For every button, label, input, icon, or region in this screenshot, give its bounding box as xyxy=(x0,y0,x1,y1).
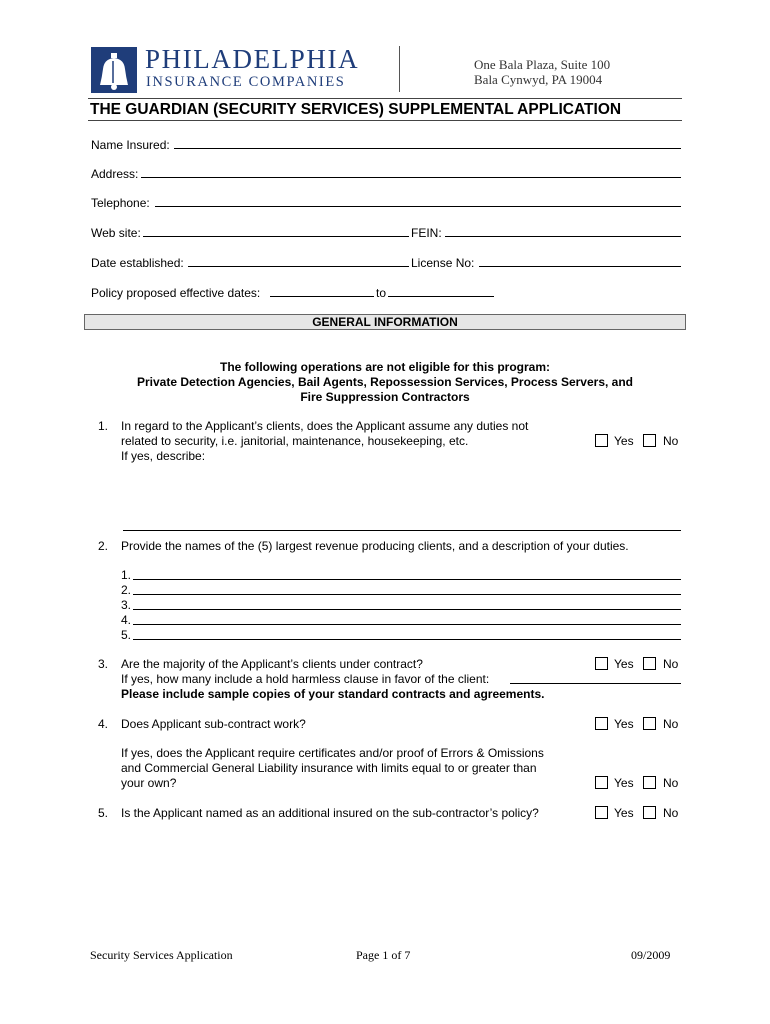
q3-no-checkbox[interactable] xyxy=(643,657,656,670)
q1-line-1: In regard to the Applicant’s clients, does the Applicant assume any duties not xyxy=(121,419,529,433)
q2-text: Provide the names of the (5) largest revenue producing clients, and a description of your duties. xyxy=(121,539,629,553)
notice-line-3: Fire Suppression Contractors xyxy=(300,390,470,404)
q3-line-3: Please include sample copies of your standard contracts and agreements. xyxy=(121,687,545,701)
q2-item-1-number: 1. xyxy=(121,568,132,582)
title-top-rule xyxy=(88,98,682,99)
liberty-bell-icon xyxy=(91,47,137,93)
q2-client-5-field[interactable] xyxy=(133,639,681,640)
section-general-information: GENERAL INFORMATION xyxy=(84,314,686,330)
policy-start-field[interactable] xyxy=(270,296,374,297)
telephone-field[interactable] xyxy=(155,206,681,207)
header-divider xyxy=(399,46,400,92)
logo-name: PHILADELPHIA xyxy=(145,44,360,74)
q4-sub-line-2: and Commercial General Liability insurance with limits equal to or greater than xyxy=(121,761,537,775)
q5-text: Is the Applicant named as an additional insured on the sub-contractor’s policy? xyxy=(121,806,539,820)
title-bottom-rule xyxy=(88,120,682,121)
footer-document-name: Security Services Application xyxy=(90,948,233,962)
q4-line-1: Does Applicant sub-contract work? xyxy=(121,717,306,731)
date-established-label: Date established: xyxy=(91,256,184,270)
notice-line-2: Private Detection Agencies, Bail Agents, Repossession Services, Process Servers, and xyxy=(137,375,633,389)
q4-sub-yes-label: Yes xyxy=(614,776,634,790)
address-line-1: One Bala Plaza, Suite 100 xyxy=(474,57,611,72)
q5-number: 5. xyxy=(98,806,109,820)
q3-number: 3. xyxy=(98,657,109,671)
q4-sub-yes-checkbox[interactable] xyxy=(595,776,608,789)
q2-client-3-field[interactable] xyxy=(133,609,681,610)
q4-sub-line-1: If yes, does the Applicant require certificates and/or proof of Errors & Omissions xyxy=(121,746,544,760)
name-insured-field[interactable] xyxy=(174,148,681,149)
q3-line-1: Are the majority of the Applicant’s clients under contract? xyxy=(121,657,423,671)
date-established-field[interactable] xyxy=(188,266,409,267)
policy-to-label: to xyxy=(376,286,387,300)
q2-item-3-number: 3. xyxy=(121,598,132,612)
q5-no-checkbox[interactable] xyxy=(643,806,656,819)
address-field[interactable] xyxy=(141,177,681,178)
q2-number: 2. xyxy=(98,539,109,553)
q1-no-checkbox[interactable] xyxy=(643,434,656,447)
q3-yes-label: Yes xyxy=(614,657,634,671)
q3-no-label: No xyxy=(663,657,679,671)
q3-hold-harmless-field[interactable] xyxy=(510,683,681,684)
q2-item-4-number: 4. xyxy=(121,613,132,627)
license-no-field[interactable] xyxy=(479,266,681,267)
q1-describe-field[interactable] xyxy=(123,530,681,531)
q1-yes-checkbox[interactable] xyxy=(595,434,608,447)
policy-dates-label: Policy proposed effective dates: xyxy=(91,286,261,300)
fein-field[interactable] xyxy=(445,236,681,237)
notice-line-1: The following operations are not eligible for this program: xyxy=(219,360,551,374)
q4-sub-no-label: No xyxy=(663,776,679,790)
q4-yes-checkbox[interactable] xyxy=(595,717,608,730)
fein-label: FEIN: xyxy=(411,226,442,240)
q2-client-2-field[interactable] xyxy=(133,594,681,595)
q2-item-5-number: 5. xyxy=(121,628,132,642)
q1-line-2: related to security, i.e. janitorial, maintenance, housekeeping, etc. xyxy=(121,434,469,448)
q4-number: 4. xyxy=(98,717,109,731)
q1-no-label: No xyxy=(663,434,679,448)
q2-client-4-field[interactable] xyxy=(133,624,681,625)
q4-sub-no-checkbox[interactable] xyxy=(643,776,656,789)
q4-no-checkbox[interactable] xyxy=(643,717,656,730)
logo-subtitle: INSURANCE COMPANIES xyxy=(146,74,346,90)
license-no-label: License No: xyxy=(411,256,475,270)
page-title: THE GUARDIAN (SECURITY SERVICES) SUPPLEMENTAL APPLICATION xyxy=(90,101,622,118)
website-label: Web site: xyxy=(91,226,141,240)
website-field[interactable] xyxy=(143,236,409,237)
address-label: Address: xyxy=(91,167,139,181)
q1-line-3: If yes, describe: xyxy=(121,449,206,463)
q4-yes-label: Yes xyxy=(614,717,634,731)
q4-sub-line-3: your own? xyxy=(121,776,177,790)
policy-end-field[interactable] xyxy=(388,296,494,297)
q3-line-2: If yes, how many include a hold harmless clause in favor of the client: xyxy=(121,672,490,686)
telephone-label: Telephone: xyxy=(91,196,150,210)
q3-yes-checkbox[interactable] xyxy=(595,657,608,670)
q2-client-1-field[interactable] xyxy=(133,579,681,580)
footer-page-number: Page 1 of 7 xyxy=(356,948,411,962)
name-insured-label: Name Insured: xyxy=(91,138,170,152)
q1-yes-label: Yes xyxy=(614,434,634,448)
q5-yes-label: Yes xyxy=(614,806,634,820)
q4-no-label: No xyxy=(663,717,679,731)
q5-yes-checkbox[interactable] xyxy=(595,806,608,819)
footer-date: 09/2009 xyxy=(631,948,671,962)
q1-number: 1. xyxy=(98,419,109,433)
q5-no-label: No xyxy=(663,806,679,820)
q2-item-2-number: 2. xyxy=(121,583,132,597)
address-line-2: Bala Cynwyd, PA 19004 xyxy=(474,72,603,87)
